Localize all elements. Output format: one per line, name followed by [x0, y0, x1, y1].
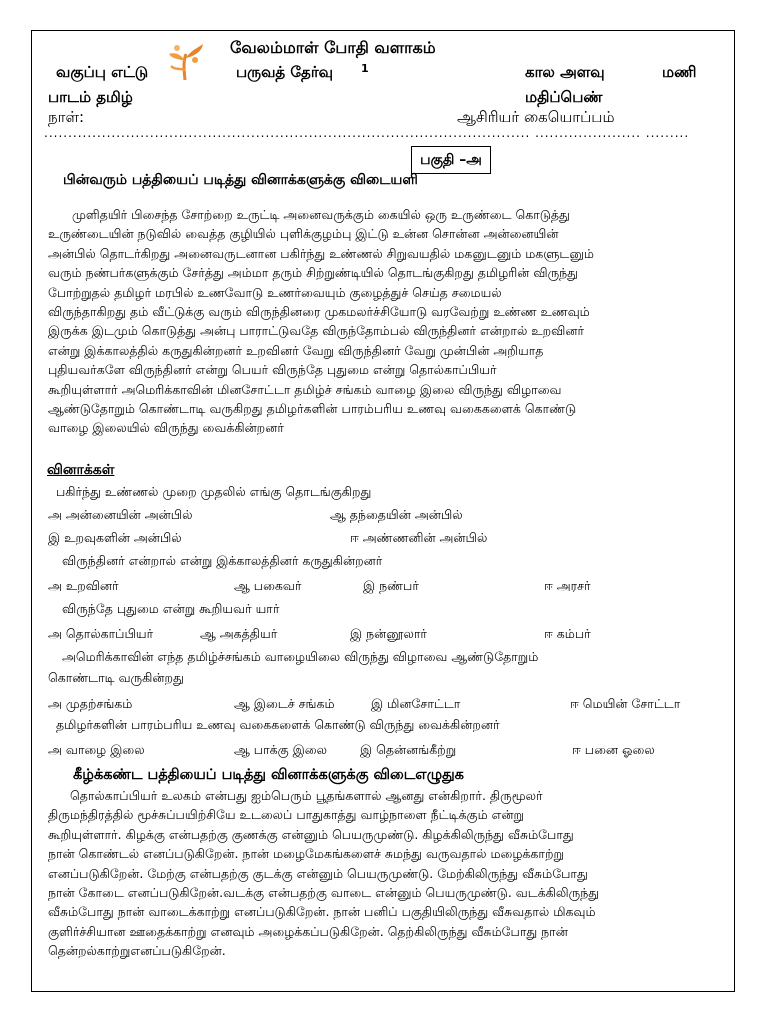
q3-option-c: இ நன்னூலார்: [350, 626, 427, 641]
q1-option-c: இ உறவுகளின் அன்பில்: [48, 530, 182, 545]
exam-label: பருவத் தேர்வு: [236, 63, 334, 81]
time-unit: மணி: [662, 63, 697, 81]
passage-line: புதியவர்களே விருந்தினர் என்று பெயர் விருந்தே புதுமை என்று தொல்காப்பியர்: [48, 362, 497, 378]
school-name: வேலம்மாள் போதி வளாகம்: [230, 38, 436, 57]
q3-option-d: ஈ கம்பர்: [544, 626, 591, 641]
q1-option-a: அ அன்னையின் அன்பில்: [48, 507, 193, 522]
passage-line: இருக்க இடமும் கொடுத்து அன்பு பாராட்டுவதே விருந்தோம்பல் விருந்தினர் என்றால் உறவினர்: [48, 323, 585, 339]
passage-line: வரும் நண்பர்களுக்கும் சேர்த்து அம்மா தரும் சிற்றுண்டியில் தொடங்குகிறது தமிழரின் விருந்து: [48, 265, 579, 281]
time-label: கால அளவு: [525, 63, 605, 81]
passage-line: திருமந்திரத்தில் மூச்சுப்பயிற்சியே உடலைப் பாதுகாத்து வாழ்நாளை நீட்டிக்கும் என்று: [48, 807, 524, 823]
passage-line: வீசும்போது நான் வாடைக்காற்று எனப்படுகிறேன். நான் பனிப் பகுதியிலிருந்து வீசுவதால் மிகவும்: [48, 904, 596, 920]
q1-option-b: ஆ தந்தையின் அன்பில்: [330, 507, 463, 522]
date-label: நாள்:: [48, 108, 85, 126]
teacher-sign-label: ஆசிரியர் கையொப்பம்: [457, 108, 615, 126]
passage-line: முளிதயிர் பிசைந்த சோற்றை உருட்டி அனைவருக்கும் கையில் ஒரு உருண்டை கொடுத்து: [72, 207, 570, 222]
passage-line: என்று இக்காலத்தில் கருதுகின்றனர் உறவினர் வேறு விருந்தினர் வேறு முன்பின் அறியாத: [48, 342, 544, 358]
passage-line: தென்றல்காற்றுஎனப்படுகிறேன்.: [48, 943, 226, 959]
question-2: விருந்தினர் என்றால் என்று இக்காலத்தினர் கருதுகின்றனர்: [62, 553, 383, 568]
passage-line: அன்பில் தொடர்கிறது அனைவருடனான பகிர்ந்து உண்ணல் சிறுவயதில் மகனுடனும் மகளுடனும்: [48, 245, 594, 261]
passage-line: நான் கொண்டல் எனப்படுகிறேன். நான் மழைமேகங்களைச் சுமந்து வருவதால் மழைக்காற்று: [48, 846, 564, 862]
question-3: விருந்தே புதுமை என்று கூறியவர் யார்: [62, 601, 280, 616]
questions-title: வினாக்கள்: [47, 462, 115, 478]
passage-line: விருந்தாகிறது தம் வீட்டுக்கு வரும் விருந்தினரை முகமலர்ச்சியோடு வரவேற்று உண்ண உணவும்: [48, 304, 590, 320]
q3-option-b: ஆ அகத்தியர்: [200, 626, 278, 641]
passage-line: நான் கோடை எனப்படுகிறேன்.வடக்கு என்பதற்கு வாடை என்னும் பெயருமுண்டு. வடக்கிலிருந்து: [48, 885, 600, 901]
q2-option-c: இ நண்பர்: [363, 578, 419, 593]
passage-line: எனப்படுகிறேன். மேற்கு என்பதற்கு குடக்கு என்னும் பெயருமுண்டு. மேற்கிலிருந்து வீசும்போது: [48, 865, 588, 881]
q3-option-a: அ தொல்காப்பியர்: [48, 626, 154, 641]
part-instruction: பின்வரும் பத்தியைப் படித்து வினாக்களுக்கு விடையளி: [63, 172, 418, 188]
passage-1: [48, 205, 724, 438]
class-label: வகுப்பு எட்டு: [56, 63, 149, 81]
q4-option-b: ஆ இடைச் சங்கம்: [234, 696, 335, 711]
exam-number: 1: [361, 62, 369, 75]
passage-2: [48, 786, 724, 961]
passage-line: வாழை இலையில் விருந்து வைக்கின்றனர்: [48, 420, 284, 436]
q4-option-c: இ மினசோட்டா: [371, 696, 461, 711]
passage-line: கூறியுள்ளார். கிழக்கு என்பதற்கு குணக்கு என்னும் பெயருமுண்டு. கிழக்கிலிருந்து வீசும்போது: [48, 826, 574, 842]
q5-option-c: இ தென்னங்கீற்று: [360, 742, 457, 757]
q5-option-a: அ வாழை இலை: [48, 742, 145, 757]
subject-label: பாடம் தமிழ்: [48, 88, 133, 106]
part-title: பகுதி –அ: [411, 146, 491, 174]
question-5: தமிழர்களின் பாரம்பரிய உணவு வகைகளைக் கொண்டு விருந்து வைக்கின்றனர்: [56, 717, 500, 732]
q4-option-d: ஈ மெயின் சோட்டா: [570, 696, 681, 711]
question-4: அமெரிக்காவின் எந்த தமிழ்ச்சங்கம் வாழையிலை விருந்து விழாவை ஆண்டுதோறும்: [62, 649, 539, 664]
passage-line: குளிர்ச்சியான ஊதைக்காற்று எனவும் அழைக்கப்படுகிறேன். தெற்கிலிருந்து வீசும்போது நான்: [48, 923, 568, 939]
q2-option-a: அ உறவினர்: [48, 578, 119, 593]
q4-option-a: அ முதற்சங்கம்: [48, 696, 133, 711]
passage-line: உருண்டையின் நடுவில் வைத்த குழியில் புளிக்குழம்பு இட்டு உன்ன சொன்ன அன்னையின்: [48, 226, 559, 242]
passage-line: போற்றுதல் தமிழர் மரபில் உணவோடு உணர்வையும் குழைத்துச் செய்த சமையல்: [48, 284, 502, 300]
school-logo-icon: [165, 40, 207, 82]
marks-label: மதிப்பெண்: [525, 88, 603, 106]
q5-option-d: ஈ பனை ஓலை: [572, 742, 655, 757]
q5-option-b: ஆ பாக்கு இலை: [234, 742, 327, 757]
passage-line: கூறியுள்ளார் அமெரிக்காவின் மினசோட்டா தமிழ்ச் சங்கம் வாழை இலை விருந்து விழாவை: [48, 381, 562, 397]
question-1: பகிர்ந்து உண்ணல் முறை முதலில் எங்கு தொடங்குகிறது: [56, 484, 372, 499]
question-4-continued: கொண்டாடி வருகின்றது: [48, 670, 184, 685]
dotted-line: ..................................................................................................... ...................... .........: [44, 126, 690, 140]
passage-line: தொல்காப்பியர் உலகம் என்பது ஐம்பெரும் பூதங்களால் ஆனது என்கிறார். திருமூலர்: [70, 788, 543, 803]
passage-line: ஆண்டுதோறும் கொண்டாடி வருகிறது தமிழர்களின் பாரம்பரிய உணவு வகைகளைக் கொண்டு: [48, 401, 577, 417]
q2-option-d: ஈ அரசர்: [544, 578, 591, 593]
q1-option-d: ஈ அண்ணனின் அன்பில்: [350, 530, 488, 545]
q2-option-b: ஆ பகைவர்: [234, 578, 302, 593]
part2-instruction: கீழ்க்கண்ட பத்தியைப் படித்து வினாக்களுக்கு விடைஎழுதுக: [73, 767, 464, 783]
